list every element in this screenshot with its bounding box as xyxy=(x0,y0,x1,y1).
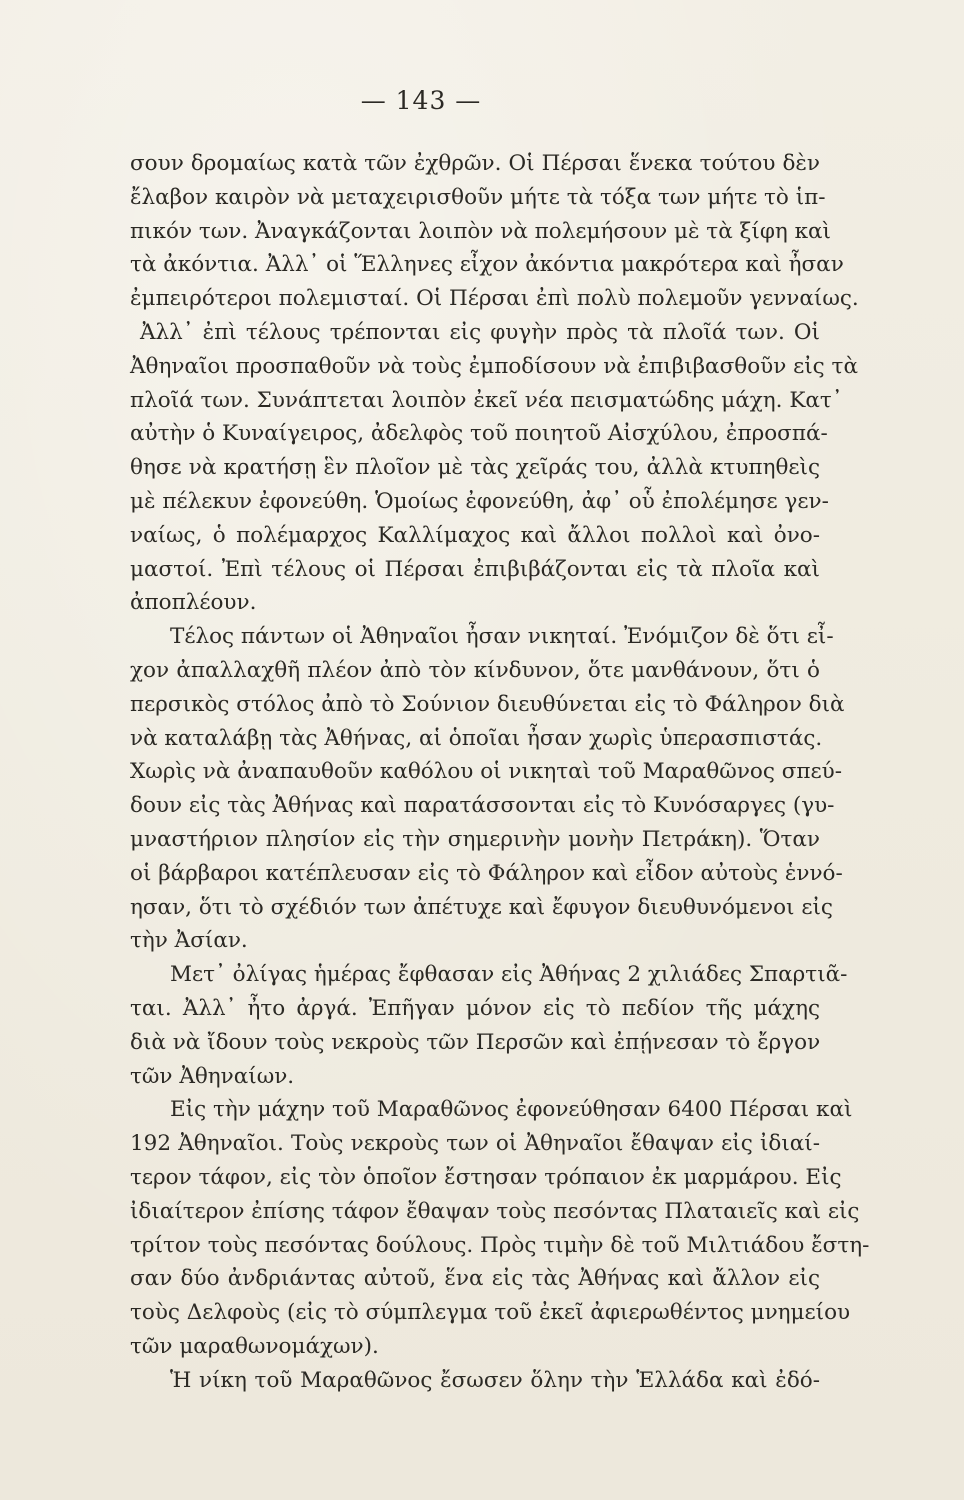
text-line: Ἀλλ᾽ ἐπὶ τέλους τρέπονται εἰς φυγὴν πρὸς τὰ πλοῖά των. Οἱ xyxy=(140,319,820,345)
text-line: Ἀθηναῖοι προσπαθοῦν νὰ τοὺς ἐμποδίσουν νὰ ἐπιβιβασθοῦν εἰς τὰ xyxy=(130,353,858,379)
text-line: ἐμπειρότεροι πολεμισταί. Οἱ Πέρσαι ἐπὶ πολὺ πολεμοῦν γενναίως. xyxy=(130,286,859,312)
text-line: τὰ ἀκόντια. Ἀλλ᾽ οἱ Ἕλληνες εἶχον ἀκόντια μακρότερα καὶ ἦσαν xyxy=(130,252,844,278)
text-line: ἔλαβον καιρὸν νὰ μεταχειρισθοῦν μήτε τὰ τόξα των μήτε τὸ ἱπ- xyxy=(130,184,826,210)
text-line: Χωρὶς νὰ ἀναπαυθοῦν καθόλου οἱ νικηταὶ τοῦ Μαραθῶνος σπεύ- xyxy=(130,759,842,785)
text-line: 192 Ἀθηναῖοι. Τοὺς νεκροὺς των οἱ Ἀθηναῖοι ἔθαψαν εἰς ἰδιαί- xyxy=(130,1131,820,1157)
text-line: ησαν, ὅτι τὸ σχέδιόν των ἀπέτυχε καὶ ἔφυγον διευθυνόμενοι εἰς xyxy=(130,894,833,920)
text-line: πικόν των. Ἀναγκάζονται λοιπὸν νὰ πολεμήσουν μὲ τὰ ξίφη καὶ xyxy=(130,218,831,244)
text-line: μὲ πέλεκυν ἐφονεύθη. Ὁμοίως ἐφονεύθη, ἀφ᾽ οὗ ἐπολέμησε γεν- xyxy=(130,488,829,514)
text-line: ται. Ἀλλ᾽ ἦτο ἀργά. Ἐπῆγαν μόνον εἰς τὸ πεδίον τῆς μάχης xyxy=(130,995,820,1021)
text-line: ἀποπλέουν. xyxy=(130,590,257,616)
page-number: — 143 — xyxy=(360,86,482,115)
text-line: θησε νὰ κρατήσῃ ἓν πλοῖον μὲ τὰς χεῖράς του, ἀλλὰ κτυπηθεὶς xyxy=(130,455,820,481)
text-line: χον ἀπαλλαχθῆ πλέον ἀπὸ τὸν κίνδυνον, ὅτε μανθάνουν, ὅτι ὁ xyxy=(130,657,820,683)
text-line: πλοῖά των. Συνάπτεται λοιπὸν ἐκεῖ νέα πεισματώδης μάχη. Κατ᾽ xyxy=(130,387,843,413)
text-line: σουν δρομαίως κατὰ τῶν ἐχθρῶν. Οἱ Πέρσαι ἕνεκα τούτου δὲν xyxy=(130,151,820,176)
text-line: τὴν Ἀσίαν. xyxy=(130,928,248,954)
text-line: τοὺς Δελφοὺς (εἰς τὸ σύμπλεγμα τοῦ ἐκεῖ ἀφιερωθέντος μνημείου xyxy=(130,1300,851,1326)
text-line: τερον τάφον, εἰς τὸν ὁποῖον ἔστησαν τρόπαιον ἐκ μαρμάρου. Εἰς xyxy=(130,1164,842,1190)
text-line: νὰ καταλάβῃ τὰς Ἀθήνας, αἱ ὁποῖαι ἦσαν χωρὶς ὑπερασπιστάς. xyxy=(130,725,823,751)
text-line: Τέλος πάντων οἱ Ἀθηναῖοι ἦσαν νικηταί. Ἐνόμιζον δὲ ὅτι εἶ- xyxy=(170,624,834,650)
text-line: μναστήριον πλησίον εἰς τὴν σημερινὴν μονὴν Πετράκη). Ὅταν xyxy=(130,826,820,852)
text-line: τῶν Ἀθηναίων. xyxy=(130,1063,295,1089)
text-line: ἰδιαίτερον ἐπίσης τάφον ἔθαψαν τοὺς πεσόντας Πλαταιεῖς καὶ εἰς xyxy=(130,1198,860,1224)
text-line: Μετ᾽ ὀλίγας ἡμέρας ἔφθασαν εἰς Ἀθήνας 2 χιλιάδες Σπαρτιᾶ- xyxy=(170,962,848,988)
text-line: μαστοί. Ἐπὶ τέλους οἱ Πέρσαι ἐπιβιβάζονται εἰς τὰ πλοῖα καὶ xyxy=(130,556,820,582)
text-line: περσικὸς στόλος ἀπὸ τὸ Σούνιον διευθύνεται εἰς τὸ Φάληρον διὰ xyxy=(130,691,845,717)
text-line: τῶν μαραθωνομάχων). xyxy=(130,1333,379,1359)
text-line: οἱ βάρβαροι κατέπλευσαν εἰς τὸ Φάληρον καὶ εἶδον αὐτοὺς ἑννό- xyxy=(130,860,843,886)
text-line: ναίως, ὁ πολέμαρχος Καλλίμαχος καὶ ἄλλοι πολλοὶ καὶ ὀνο- xyxy=(130,522,820,548)
text-line: τρίτον τοὺς πεσόντας δούλους. Πρὸς τιμὴν δὲ τοῦ Μιλτιάδου ἔστη- xyxy=(130,1232,870,1258)
body-text xyxy=(130,147,870,1397)
text-line: Ἡ νίκη τοῦ Μαραθῶνος ἔσωσεν ὅλην τὴν Ἑλλάδα καὶ ἐδό- xyxy=(170,1367,820,1393)
text-line: σαν δύο ἀνδριάντας αὐτοῦ, ἕνα εἰς τὰς Ἀθήνας καὶ ἄλλον εἰς xyxy=(130,1266,820,1292)
text-line: αὐτὴν ὁ Κυναίγειρος, ἀδελφὸς τοῦ ποιητοῦ Αἰσχύλου, ἐπροσπά- xyxy=(130,421,828,447)
text-line: Εἰς τὴν μάχην τοῦ Μαραθῶνος ἐφονεύθησαν 6400 Πέρσαι καὶ xyxy=(170,1097,853,1123)
text-line: διὰ νὰ ἴδουν τοὺς νεκροὺς τῶν Περσῶν καὶ ἐπῄνεσαν τὸ ἔργον xyxy=(130,1029,821,1055)
text-line: δουν εἰς τὰς Ἀθήνας καὶ παρατάσσονται εἰς τὸ Κυνόσαργες (γυ- xyxy=(130,793,835,819)
